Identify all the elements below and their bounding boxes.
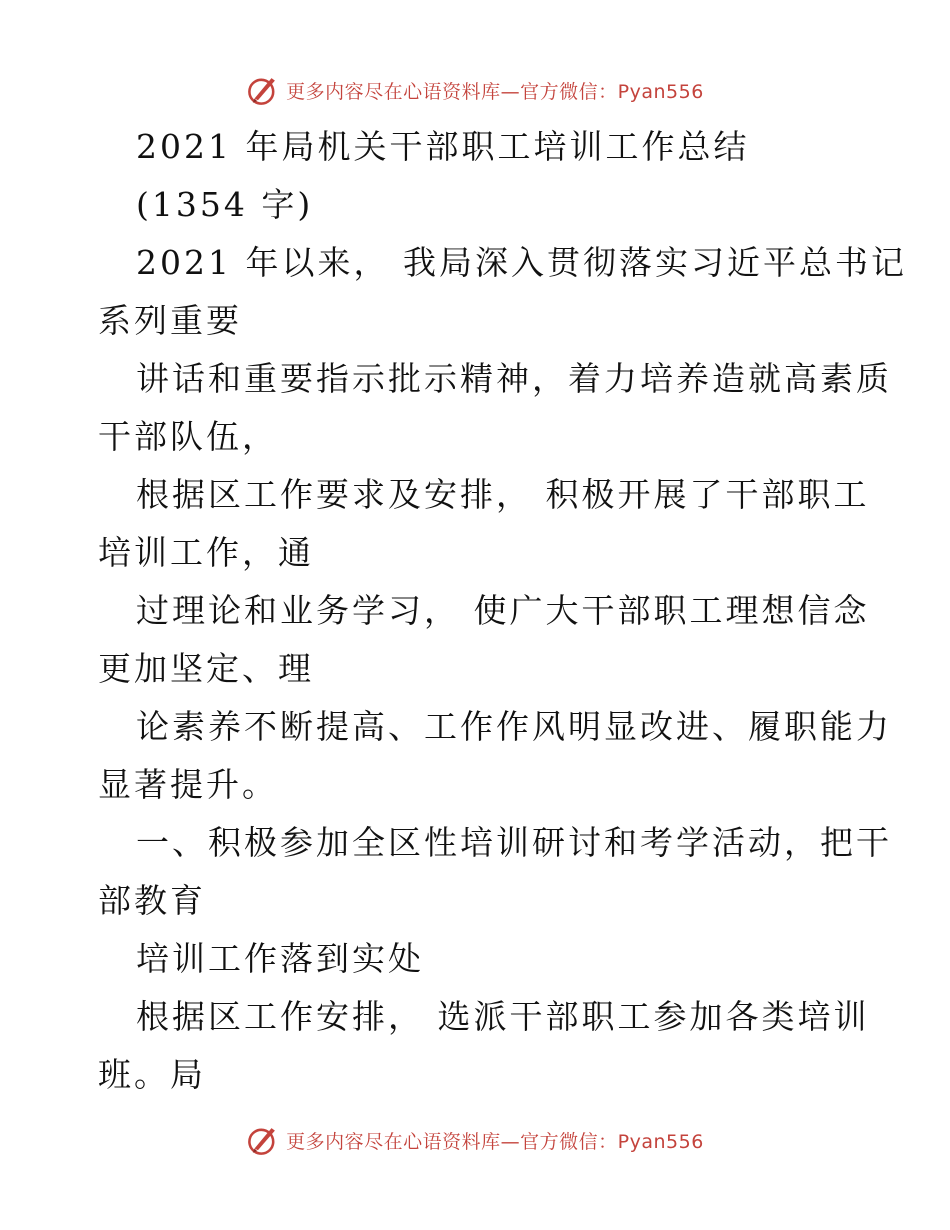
section-heading-line: 部教育 (98, 881, 206, 920)
document-body (98, 118, 907, 1104)
document-title: 2021 年局机关干部职工培训工作总结 (136, 127, 750, 166)
paragraph-line: 过理论和业务学习， 使广大干部职工理想信念 (136, 591, 870, 630)
paragraph-line: 2021 年以来， 我局深入贯彻落实习近平总书记 (136, 243, 907, 282)
paragraph-line: 讲话和重要指示批示精神，着力培养造就高素质 (136, 359, 892, 398)
section-heading-line: 培训工作落到实处 (136, 939, 424, 978)
footer-watermark (0, 1120, 950, 1160)
paragraph-line: 论素养不断提高、工作作风明显改进、履职能力 (136, 707, 892, 746)
quill-pen-logo-icon (246, 1123, 280, 1157)
section-heading-line: 一、积极参加全区性培训研讨和考学活动，把干 (136, 823, 892, 862)
paragraph-line: 班。局 (98, 1055, 206, 1094)
watermark-text: 更多内容尽在心语资料库—官方微信：Pyan556 (286, 80, 704, 103)
paragraph-line: 显著提升。 (98, 765, 278, 804)
paragraph-line: 更加坚定、理 (98, 649, 314, 688)
quill-pen-logo-icon (246, 73, 280, 107)
paragraph-line: 根据区工作要求及安排， 积极开展了干部职工 (136, 475, 870, 514)
paragraph-line: 培训工作，通 (98, 533, 314, 572)
paragraph-line: 干部队伍， (98, 417, 278, 456)
paragraph-line: 系列重要 (98, 301, 242, 340)
paragraph-line: 根据区工作安排， 选派干部职工参加各类培训 (136, 997, 870, 1036)
watermark-text: 更多内容尽在心语资料库—官方微信：Pyan556 (286, 1130, 704, 1153)
header-watermark (0, 70, 950, 110)
word-count: (1354 字) (136, 185, 314, 224)
